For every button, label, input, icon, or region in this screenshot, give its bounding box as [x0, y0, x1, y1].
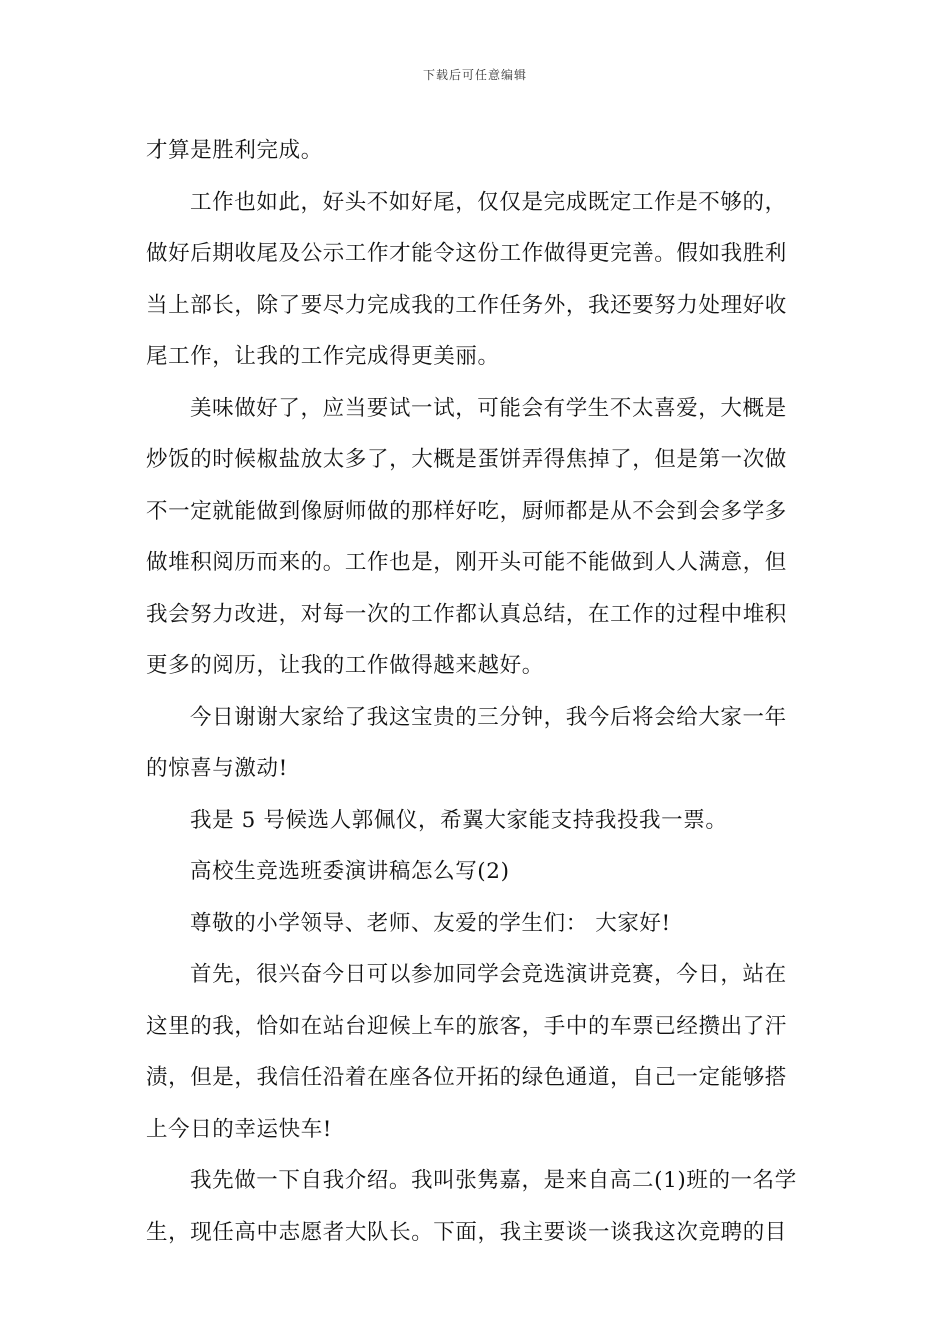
paragraph-start-line: 美味做好了，应当要试一试，可能会有学生不太喜爱，大概是: [190, 395, 787, 421]
text-line: 我会努力改进，对每一次的工作都认真总结，在工作的过程中堆积: [146, 601, 787, 627]
text-line: 尾工作，让我的工作完成得更美丽。: [146, 344, 500, 369]
text-line: 生，现任高中志愿者大队长。下面，我主要谈一谈我这次竞聘的目: [146, 1219, 787, 1245]
paragraph-start-line: 工作也如此，好头不如好尾，仅仅是完成既定工作是不够的，: [190, 189, 787, 215]
text-line: 才算是胜利完成。: [146, 138, 323, 163]
text-line: 做好后期收尾及公示工作才能令这份工作做得更完善。假如我胜利: [146, 241, 787, 266]
paragraph-start-line: 我是 5 号候选人郭佩仪，希翼大家能支持我投我一票。: [190, 807, 728, 833]
paragraph-start-line: 首先，很兴奋今日可以参加同学会竞选演讲竞赛，今日，站在: [190, 962, 787, 987]
text-line: 的惊喜与激动!: [146, 756, 288, 781]
document-body: [146, 130, 806, 1263]
paragraph-start-line: 我先做一下自我介绍。我叫张隽嘉，是来自高二(1)班的一名学: [190, 1168, 797, 1193]
section-title: 高校生竞选班委演讲稿怎么写(2): [190, 859, 510, 884]
text-line: 不一定就能做到像厨师做的那样好吃，厨师都是从不会到会多学多: [146, 498, 787, 524]
salutation-line: 尊敬的小学领导、老师、友爱的学生们： 大家好!: [190, 910, 671, 936]
text-line: 更多的阅历，让我的工作做得越来越好。: [146, 653, 544, 678]
text-line: 炒饭的时候椒盐放太多了，大概是蛋饼弄得焦掉了，但是第一次做: [146, 447, 787, 472]
text-line: 渍，但是，我信任沿着在座各位开拓的绿色通道，自己一定能够搭: [146, 1065, 787, 1090]
text-line: 做堆积阅历而来的。工作也是，刚开头可能不能做到人人满意，但: [146, 550, 787, 575]
page-header: 下载后可任意编辑: [422, 68, 527, 82]
paragraph-start-line: 今日谢谢大家给了我这宝贵的三分钟，我今后将会给大家一年: [190, 704, 787, 730]
text-line: 当上部长，除了要尽力完成我的工作任务外，我还要努力处理好收: [146, 292, 787, 318]
text-line: 这里的我，恰如在站台迎候上车的旅客，手中的车票已经攒出了汗: [146, 1013, 787, 1039]
text-line: 上今日的幸运快车!: [146, 1116, 333, 1142]
